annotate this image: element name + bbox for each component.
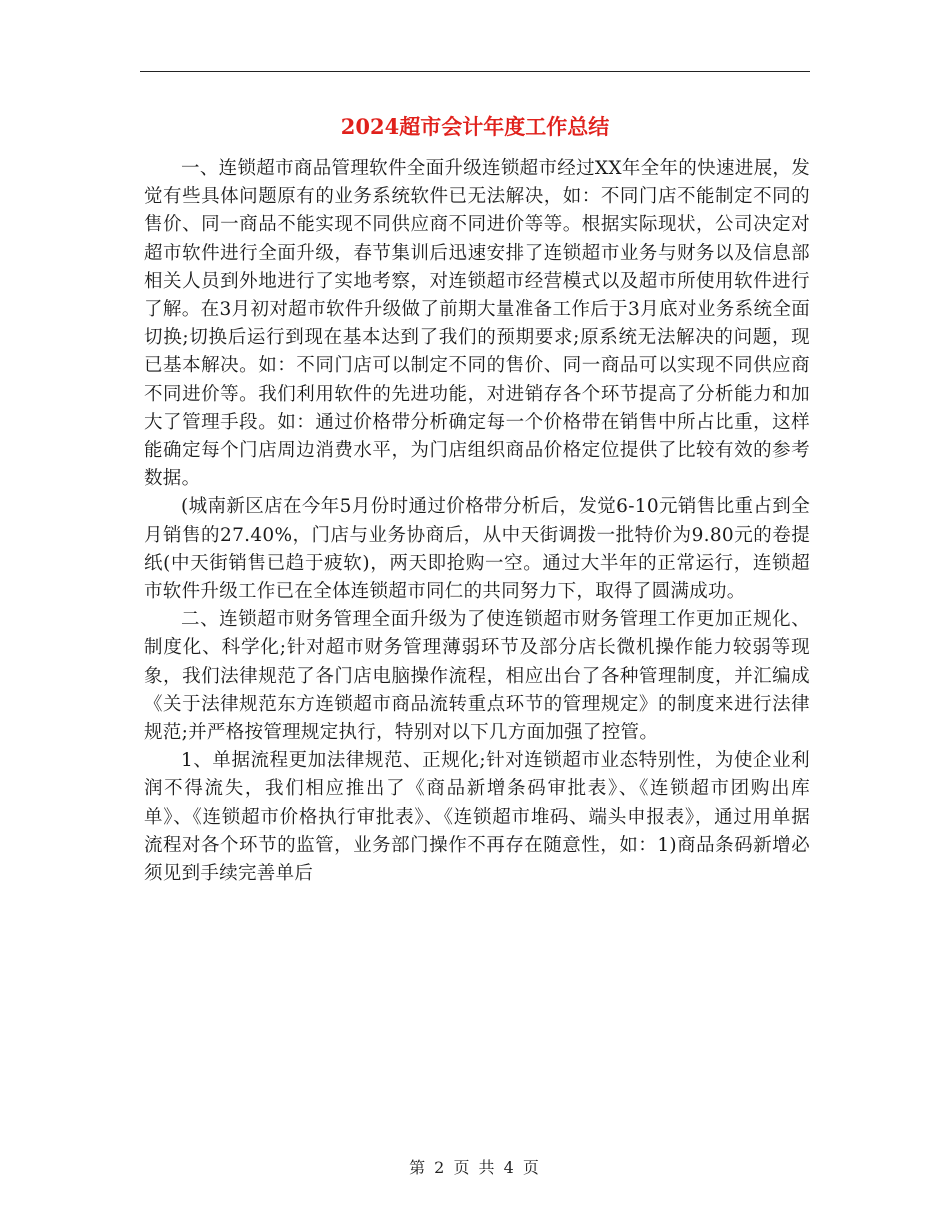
paragraph-1: 一、连锁超市商品管理软件全面升级连锁超市经过XX年全年的快速进展，发觉有些具体问题原有的业务系统软件已无法解决，如：不同门店不能制定不同的售价、同一商品不能实现不同供应商不同进价等等。根据实际现状，公司决定对超市软件进行全面升级，春节集训后迅速安排了连锁超市业务与财务以及信息部相关人员到外地进行了实地考察，对连锁超市经营模式以及超市所使用软件进行了解。在3月初对超市软件升级做了前期大量准备工作后于3月底对业务系统全面切换;切换后运行到现在基本达到了我们的预期要求;原系统无法解决的问题，现已基本解决。如：不同门店可以制定不同的售价、同一商品可以实现不同供应商不同进价等。我们利用软件的先进功能，对进销存各个环节提高了分析能力和加大了管理手段。如：通过价格带分析确定每一个价格带在销售中所占比重，这样能确定每个门店周边消费水平，为门店组织商品价格定位提供了比较有效的参考数据。 [144,158,810,490]
header-rule [140,71,810,72]
paragraph-4: 1、单据流程更加法律规范、正规化;针对连锁超市业态特别性，为使企业利润不得流失，我们相应推出了《商品新增条码审批表》、《连锁超市团购出库单》、《连锁超市价格执行审批表》、《连锁超市堆码、端头申报表》，通过用单据流程对各个环节的监管，业务部门操作不再存在随意性，如：1)商品条码新增必须见到手续完善单后 [144,750,810,885]
document-body [144,155,810,888]
document-title: 2024超市会计年度工作总结 [340,114,610,139]
paragraph-2: (城南新区店在今年5月份时通过价格带分析后，发觉6-10元销售比重占到全月销售的27.40%，门店与业务协商后，从中天街调拨一批特价为9.80元的卷提纸(中天街销售已趋于疲软)，两天即抢购一空。通过大半年的正常运行，连锁超市软件升级工作已在全体连锁超市同仁的共同努力下，取得了圆满成功。 [144,496,810,603]
page-number: 第 2 页 共 4 页 [409,1158,541,1177]
paragraph-3: 二、连锁超市财务管理全面升级为了使连锁超市财务管理工作更加正规化、制度化、科学化;针对超市财务管理薄弱环节及部分店长微机操作能力较弱等现象，我们法律规范了各门店电脑操作流程，相应出台了各种管理制度，并汇编成《关于法律规范东方连锁超市商品流转重点环节的管理规定》的制度来进行法律规范;并严格按管理规定执行，特别对以下几方面加强了控管。 [144,609,810,744]
